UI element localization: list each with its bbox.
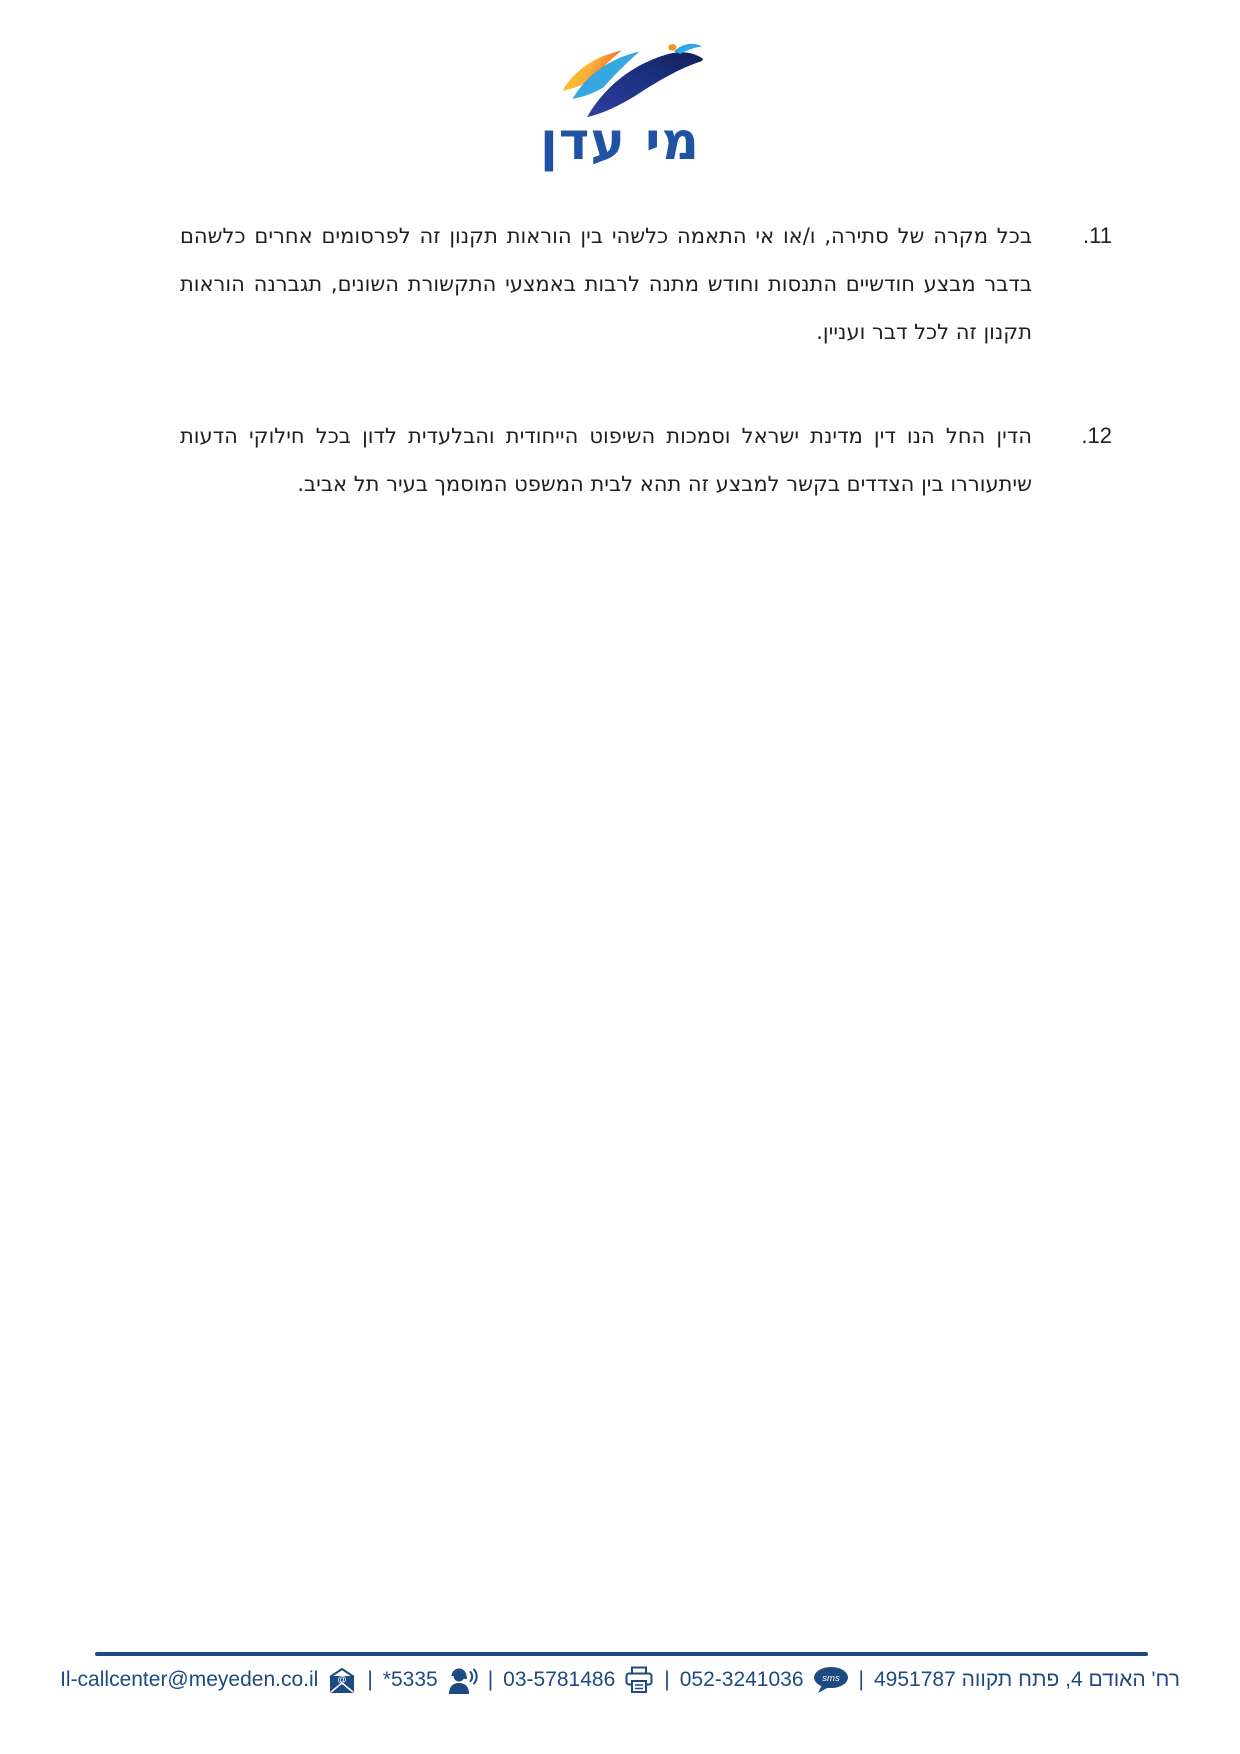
footer-address: רח' האודם 4, פתח תקווה 4951787 <box>874 1668 1180 1691</box>
footer-divider <box>95 1652 1148 1656</box>
email-envelope-icon <box>327 1667 357 1694</box>
footer-sms-number: 052-3241036 <box>679 1668 804 1691</box>
footer-separator: | <box>487 1668 494 1691</box>
footer-phone: 03-5781486 <box>503 1668 616 1691</box>
item-text: הדין החל הנו דין מדינת ישראל וסמכות השיפוט הייחודית והבלעדית לדון בכל חילוקי הדעות שיתעוררו בין הצדדים בקשר למבצע זה תהא לבית המשפט המוסמך בעיר תל אביב. <box>180 424 1032 496</box>
printer-fax-icon <box>624 1666 654 1694</box>
footer-separator: | <box>858 1668 864 1691</box>
callcenter-headset-icon <box>447 1666 478 1694</box>
brand-swoosh-icon <box>533 40 733 122</box>
footer-short-phone: *5335 <box>382 1668 438 1691</box>
item-text: בכל מקרה של סתירה, ו/או אי התאמה כלשהי בין הוראות תקנון זה לפרסומים אחרים כלשהם בדבר מבצע חודשיים התנסות וחודש מתנה לרבות באמצעי התקשורת השונים, תגברנה הוראות תקנון זה לכל דבר ועניין. <box>180 224 1032 344</box>
footer-separator: | <box>664 1668 670 1691</box>
brand-logo <box>0 40 1240 171</box>
brand-wordmark: מי עדן <box>539 112 701 172</box>
list-item <box>180 412 1112 508</box>
at-symbol-glyph: @ <box>337 1674 347 1684</box>
terms-list <box>180 212 1112 564</box>
list-item <box>180 212 1112 356</box>
footer-email: Il-callcenter@meyeden.co.il <box>60 1668 319 1691</box>
sms-bubble-icon <box>813 1666 849 1694</box>
footer-contact-bar <box>0 1666 1240 1694</box>
footer-separator: | <box>367 1668 373 1691</box>
item-number: 11. <box>1083 223 1112 248</box>
item-number: 12. <box>1081 423 1112 448</box>
sms-label-glyph: sms <box>821 1673 840 1684</box>
